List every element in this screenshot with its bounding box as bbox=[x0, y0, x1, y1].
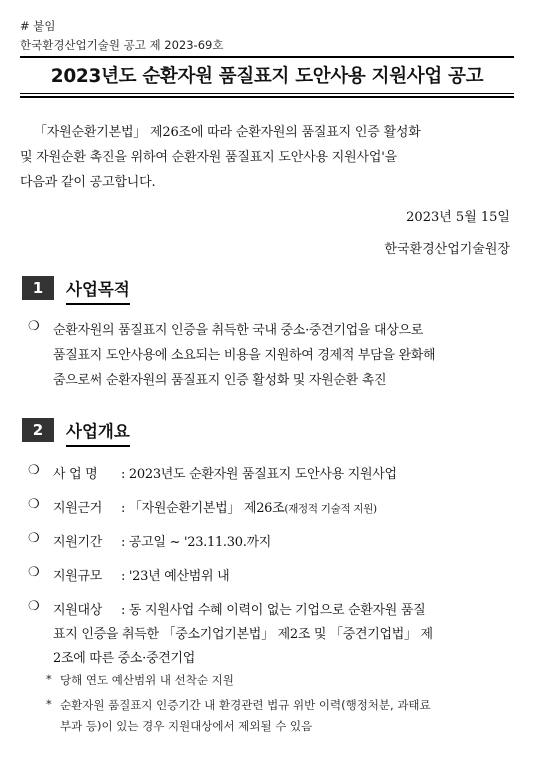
section-1-line-1: 순환자원의 품질표지 인증을 취득한 국내 중소·중견기업을 대상으로 bbox=[53, 323, 424, 338]
item-period-label: 지원기간 bbox=[53, 535, 103, 550]
attachment-label: # 붙임 bbox=[20, 19, 56, 33]
item-2-bullet-icon: ❍ bbox=[28, 497, 40, 512]
legal-basis-note: (재정적 기술적 지원) bbox=[284, 503, 377, 515]
item-1-bullet-icon: ❍ bbox=[28, 463, 40, 478]
note-2-line-2: 부과 등)이 있는 경우 지원대상에서 제외될 수 있음 bbox=[60, 719, 313, 733]
item-project-name-value: : 2023년도 순환자원 품질표지 도안사용 지원사업 bbox=[121, 467, 397, 482]
item-legal-basis-value bbox=[121, 497, 377, 516]
item-scale-value: : '23년 예산범위 내 bbox=[121, 569, 230, 584]
legal-basis-main: : 「자원순환기본법」 제26조 bbox=[121, 501, 285, 516]
notice-date: 2023년 5월 15일 bbox=[406, 210, 510, 225]
page-title: 2023년도 순환자원 품질표지 도안사용 지원사업 공고 bbox=[50, 66, 484, 87]
item-scale-label: 지원규모 bbox=[53, 569, 103, 584]
note-1: 당해 연도 예산범위 내 선착순 지원 bbox=[60, 673, 234, 687]
item-target-line-2: 표지 인증을 취득한 「중소기업기본법」 제2조 및 「중견기업법」 제 bbox=[53, 627, 433, 642]
item-4-bullet-icon: ❍ bbox=[28, 565, 40, 580]
section-1-line-2: 품질표지 도안사용에 소요되는 비용을 지원하여 경제적 부담을 완화해 bbox=[53, 348, 436, 363]
item-target-line-1: : 동 지원사업 수혜 이력이 없는 기업으로 순환자원 품질 bbox=[121, 603, 426, 618]
section-2-number: 2 bbox=[22, 418, 54, 442]
note-2-line-1: 순환자원 품질표지 인증기간 내 환경관련 법규 위반 이력(행정처분, 과태료 bbox=[60, 698, 431, 712]
title-bottom-rule-thick bbox=[20, 96, 514, 98]
item-project-name-label: 사 업 명 bbox=[53, 467, 98, 482]
section-1-bullet-icon: ❍ bbox=[28, 319, 40, 334]
issuer-name: 한국환경산업기술원장 bbox=[384, 242, 510, 257]
item-3-bullet-icon: ❍ bbox=[28, 531, 40, 546]
notice-number: 한국환경산업기술원 공고 제 2023-69호 bbox=[20, 38, 224, 52]
intro-line-3: 다음과 같이 공고합니다. bbox=[20, 175, 156, 190]
note-1-asterisk: * bbox=[46, 672, 52, 686]
item-period-value: : 공고일 ~ '23.11.30.까지 bbox=[121, 535, 272, 550]
title-bottom-rule-thin bbox=[20, 93, 514, 94]
item-legal-basis-label: 지원근거 bbox=[53, 501, 103, 516]
title-top-rule bbox=[20, 56, 514, 58]
note-2-asterisk: * bbox=[46, 697, 52, 711]
section-2-title: 사업개요 bbox=[66, 418, 130, 447]
item-5-bullet-icon: ❍ bbox=[28, 599, 40, 614]
section-1-number: 1 bbox=[22, 276, 54, 300]
item-target-line-3: 2조에 따른 중소·중견기업 bbox=[53, 651, 196, 666]
item-target-label: 지원대상 bbox=[53, 603, 103, 618]
section-1-title: 사업목적 bbox=[66, 276, 130, 305]
intro-line-1: 「자원순환기본법」 제26조에 따라 순환자원의 품질표지 인증 활성화 bbox=[34, 125, 421, 140]
intro-line-2: 및 자원순환 촉진을 위하여 순환자원 품질표지 도안사용 지원사업'을 bbox=[20, 150, 397, 165]
section-1-line-3: 줌으로써 순환자원의 품질표지 인증 활성화 및 자원순환 촉진 bbox=[53, 373, 387, 388]
